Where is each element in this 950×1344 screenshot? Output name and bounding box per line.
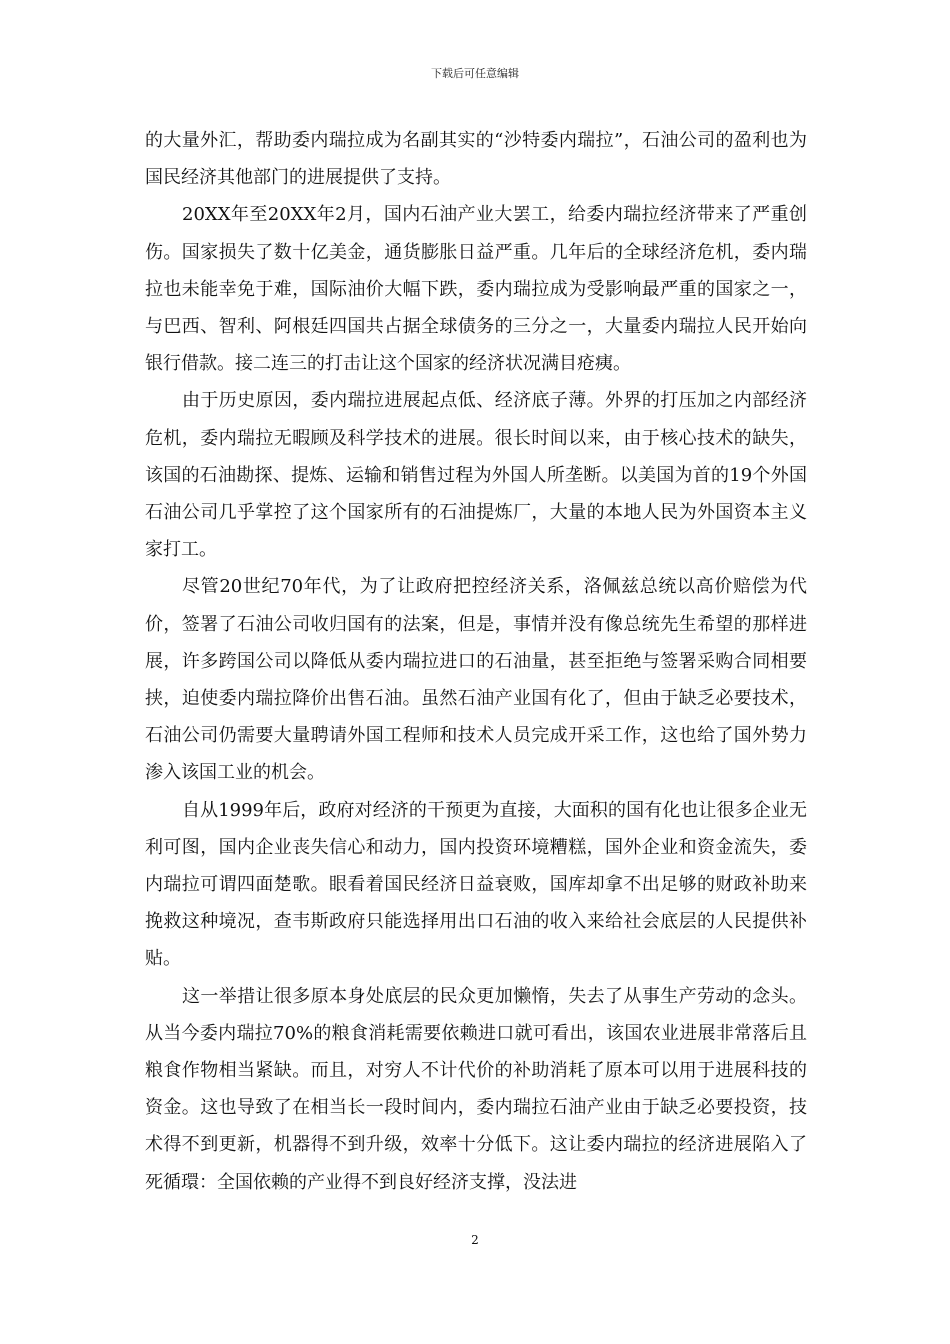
paragraph-nationalization: 尽管20世纪70年代，为了让政府把控经济关系，洛佩兹总统以高价赔偿为代价，签署了石油公司收归国有的法案，但是，事情并没有像总统先生希望的那样进展，许多跨国公司以降低从委内瑞拉进口的石油量，甚至拒绝与签署采购合同相要挟，迫使委内瑞拉降价出售石油。虽然石油产业国有化了，但由于缺乏必要技术，石油公司仍需要大量聘请外国工程师和技术人员完成开采工作，这也给了国外势力渗入该国工业的机会。 xyxy=(145,576,807,784)
paragraph-strike: 20XX年至20XX年2月，国内石油产业大罢工，给委内瑞拉经济带来了严重创伤。国家损失了数十亿美金，通货膨胀日益严重。几年后的全球经济危机，委内瑞拉也未能幸免于难，国际油价大幅下跌，委内瑞拉成为受影响最严重的国家之一，与巴西、智利、阿根廷四国共占据全球债务的三分之一，大量委内瑞拉人民开始向银行借款。接二连三的打击让这个国家的经济状况满目疮痍。 xyxy=(145,204,807,375)
paragraph-continuation: 的大量外汇，帮助委内瑞拉成为名副其实的“沙特委内瑞拉”，石油公司的盈利也为国民经济其他部门的进展提供了支持。 xyxy=(145,130,807,189)
paragraph-history: 由于历史原因，委内瑞拉进展起点低、经济底子薄。外界的打压加之内部经济危机，委内瑞拉无暇顾及科学技术的进展。很长时间以来，由于核心技术的缺失，该国的石油勘探、提炼、运输和销售过程为外国人所垄断。以美国为首的19个外国石油公司几乎掌控了这个国家所有的石油提炼厂，大量的本地人民为外国资本主义家打工。 xyxy=(145,390,807,561)
page-header: 下载后可任意编辑 xyxy=(431,67,519,80)
page-number: 2 xyxy=(471,1233,479,1247)
paragraph-subsidy: 这一举措让很多原本身处底层的民众更加懒惰，失去了从事生产劳动的念头。从当今委内瑞拉70%的粮食消耗需要依赖进口就可看出，该国农业进展非常落后且粮食作物相当紧缺。而且，对穷人不计代价的补助消耗了原本可以用于进展科技的资金。这也导致了在相当长一段时间内，委内瑞拉石油产业由于缺乏必要投资，技术得不到更新，机器得不到升级，效率十分低下。这让委内瑞拉的经济进展陷入了死循環：全国依赖的产业得不到良好经济支撑，没法进 xyxy=(145,985,807,1193)
paragraph-intervention: 自从1999年后，政府对经济的干预更为直接，大面积的国有化也让很多企业无利可图，国内企业丧失信心和动力，国内投资环境糟糕，国外企业和资金流失，委内瑞拉可谓四面楚歌。眼看着国民经济日益衰败，国库却拿不出足够的财政补助来挽救这种境况，查韦斯政府只能选择用出口石油的收入来给社会底层的人民提供补贴。 xyxy=(145,799,807,970)
document-body xyxy=(145,122,807,1201)
